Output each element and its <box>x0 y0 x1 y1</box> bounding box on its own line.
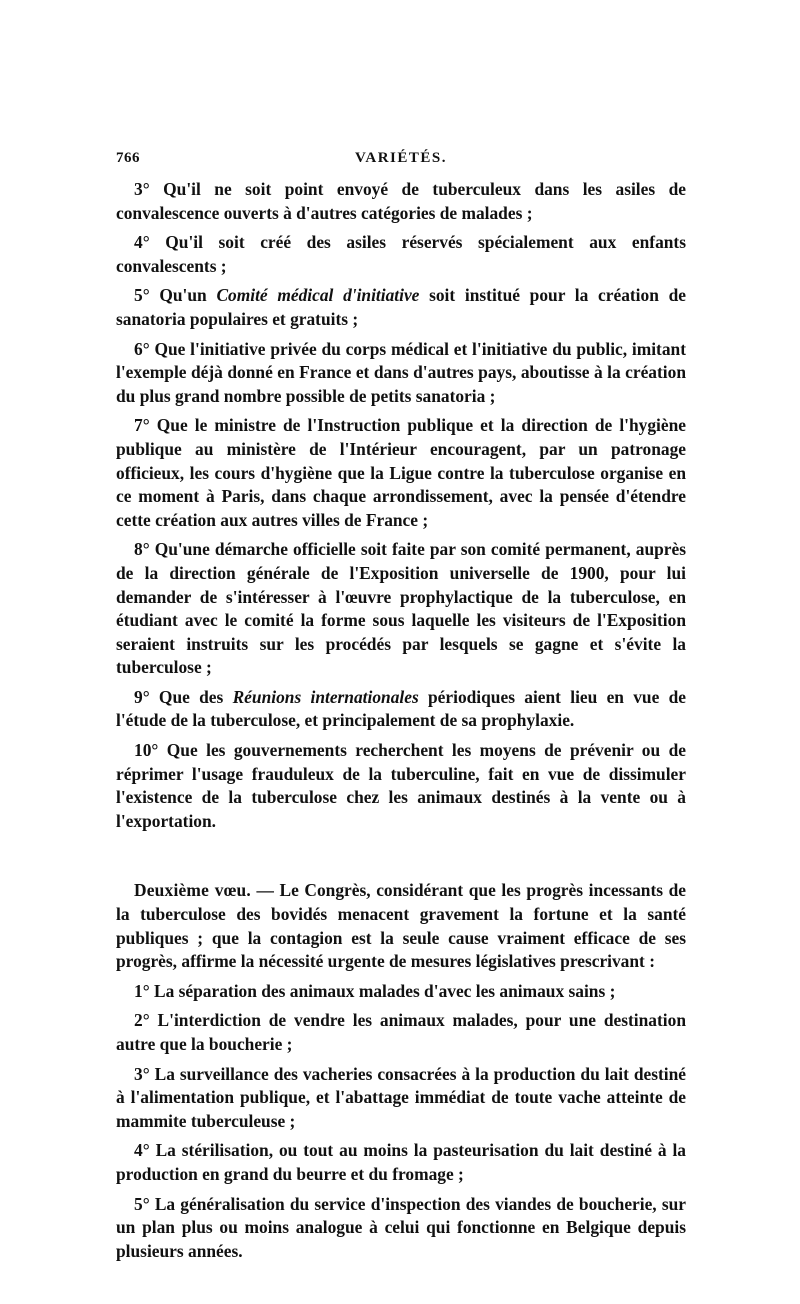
item-5-after: soit institué pour la création de sanatoria populaires et gratuits ; <box>116 285 686 329</box>
running-title: VARIÉTÉS. <box>354 150 447 166</box>
item-9-before: 9° Que des <box>134 686 233 707</box>
paragraph-item-8: 8° Qu'une démarche officielle soit faite par son comité permanent, auprès de la direction générale de l'Exposition universelle de 1900, pour lui demander de s'intéresser à l'œuvre prophylactique de la tuberculose, en étudiant avec le comité la forme sous laquelle les visiteurs de l'Exposition seraient instruits sur les procédés par lesquels se gagne et s'évite la tuberculose ; <box>116 539 686 678</box>
paragraph-item-7: 7° Que le ministre de l'Instruction publique et la direction de l'hygiène publique au ministère de l'Intérieur encouragent, par un patronage officieux, les cours d'hygiène que la Ligue contre la tuberculose organise en ce moment à Paris, dans chaque arrondissement, avec la pensée d'étendre cette création aux autres villes de France ; <box>116 415 686 530</box>
paragraph-item-6: 6° Que l'initiative privée du corps médical et l'initiative du public, imitant l'exemple déjà donné en France et dans d'autres pays, aboutisse à la création du plus grand nombre possible de petits sanatoria ; <box>116 338 686 406</box>
paragraph-item-5 <box>116 284 686 331</box>
second-list-item-5: 5° La généralisation du service d'inspection des viandes de boucherie, sur un plan plus ou moins analogue à celui qui fonctionne en Belgique depuis plusieurs années. <box>116 1193 686 1261</box>
second-list-item-1: 1° La séparation des animaux malades d'avec les animaux sains ; <box>134 980 616 1001</box>
second-list-item-3: 3° La surveillance des vacheries consacrées à la production du lait destiné à l'alimentation publique, et l'abattage immédiat de toute vache atteinte de mammite tuberculeuse ; <box>116 1063 686 1131</box>
second-list-item-2: 2° L'interdiction de vendre les animaux malades, pour une destination autre que la boucherie ; <box>116 1010 686 1054</box>
second-list-item-4: 4° La stérilisation, ou tout au moins la pasteurisation du lait destiné à la production en grand du beurre et du fromage ; <box>116 1140 686 1184</box>
paragraph-item-3: 3° Qu'il ne soit point envoyé de tuberculeux dans les asiles de convalescence ouverts à d'autres catégories de malades ; <box>116 179 686 223</box>
item-5-before: 5° Qu'un <box>134 285 217 306</box>
item-9-italic: Réunions internationales <box>232 686 419 707</box>
second-vow-title: Deuxième vœu. <box>134 880 251 901</box>
second-vow-text: — Le Congrès, considérant que les progrès incessants de la tuberculose des bovidés menacent gravement la fortune et la santé publiques ; que la contagion est la seule cause vraiment efficace de ses progrès, affirme la nécessité urgente de mesures législatives prescrivant : <box>116 880 687 972</box>
page-number: 766 <box>116 150 140 166</box>
paragraph-item-9 <box>116 686 686 733</box>
paragraph-item-10: 10° Que les gouvernements recherchent les moyens de prévenir ou de réprimer l'usage frauduleux de la tuberculine, fait en vue de dissimuler l'existence de la tuberculose chez les animaux destinés à la vente ou à l'exportation. <box>116 740 686 831</box>
paragraph-item-4: 4° Qu'il soit créé des asiles réservés spécialement aux enfants convalescents ; <box>116 232 686 276</box>
section-gap <box>116 839 686 879</box>
page <box>116 150 686 1269</box>
item-5-italic: Comité médical d'initiative <box>216 285 420 306</box>
page-header <box>116 150 686 176</box>
second-vow-paragraph <box>116 879 686 973</box>
item-9-after: périodiques aient lieu en vue de l'étude de la tuberculose, et principalement de sa prophylaxie. <box>116 686 686 731</box>
